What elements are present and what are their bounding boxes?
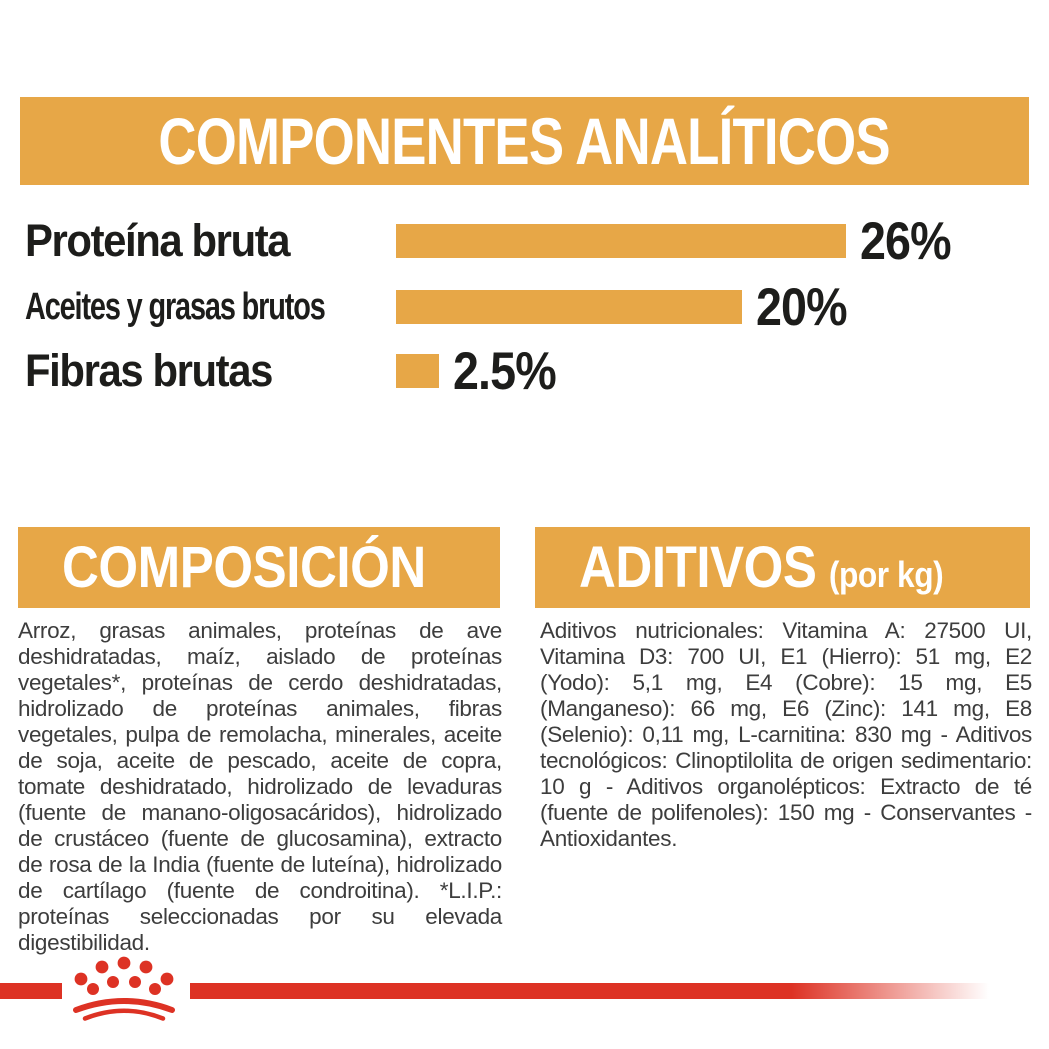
bar-aceites-grasas [396, 290, 742, 324]
additives-title: ADITIVOS [579, 535, 817, 600]
chart-row-proteina-bruta [0, 211, 963, 271]
bar-label-proteina-bruta: Proteína bruta [25, 215, 290, 266]
composition-body: Arroz, grasas animales, proteínas de ave deshidratadas, maíz, aislado de proteínas vegetales*, proteínas de cerdo deshidratadas, hidrolizado de proteínas animales, fibras vegetales, pulpa de remolacha, minerales, aceite de soja, aceite de pescado, aceite de copra, tomate deshidratado, hidrolizado de levaduras (fuente de manano-oligosacáridos), hidrolizado de crustáceo (fuente de glucosamina), extracto de rosa de la India (fuente de luteína), hidrolizado de cartílago (fuente de condroitina). *L.I.P.: proteínas seleccionadas por su elevada digestibilidad. [18, 618, 502, 955]
composition-title: COMPOSICIÓN [62, 535, 426, 600]
chart-row-label-cell [0, 286, 396, 329]
royal-canin-crown-icon [72, 954, 176, 1022]
additives-header [535, 527, 1030, 608]
bar-label-aceites-grasas: Aceites y grasas brutos [25, 285, 325, 328]
additives-title-suffix: (por kg) [828, 554, 944, 595]
bar-value-aceites-grasas: 20% [756, 277, 847, 337]
chart-row-aceites-grasas [0, 277, 859, 337]
analytical-components-title: COMPONENTES ANALÍTICOS [158, 104, 891, 178]
bar-fibras-brutas [396, 354, 439, 388]
bar-value-fibras-brutas: 2.5% [453, 341, 556, 401]
chart-row-label-cell [0, 215, 396, 267]
chart-row-label-cell [0, 345, 396, 397]
bar-label-fibras-brutas: Fibras brutas [25, 345, 272, 396]
footer-rule-left [0, 983, 62, 999]
footer-rule-right [190, 983, 1049, 999]
composition-header [18, 527, 500, 608]
chart-row-fibras-brutas [0, 341, 570, 401]
analytical-components-banner [20, 97, 1029, 185]
bar-proteina-bruta [396, 224, 846, 258]
additives-title-group [579, 534, 943, 601]
bar-value-proteina-bruta: 26% [860, 211, 951, 271]
additives-body: Aditivos nutricionales: Vitamina A: 27500 UI, Vitamina D3: 700 UI, E1 (Hierro): 51 mg, E2 (Yodo): 5,1 mg, E4 (Cobre): 15 mg, E5 (Manganeso): 66 mg, E6 (Zinc): 141 mg, E8 (Selenio): 0,11 mg, L-carnitina: 830 mg - Aditivos tecnológicos: Clinoptilolita de origen sedimentario: 10 g - Aditivos organolépticos: Extracto de té (fuente de polifenoles): 150 mg - Conservantes - Antioxidantes. [540, 618, 1032, 851]
